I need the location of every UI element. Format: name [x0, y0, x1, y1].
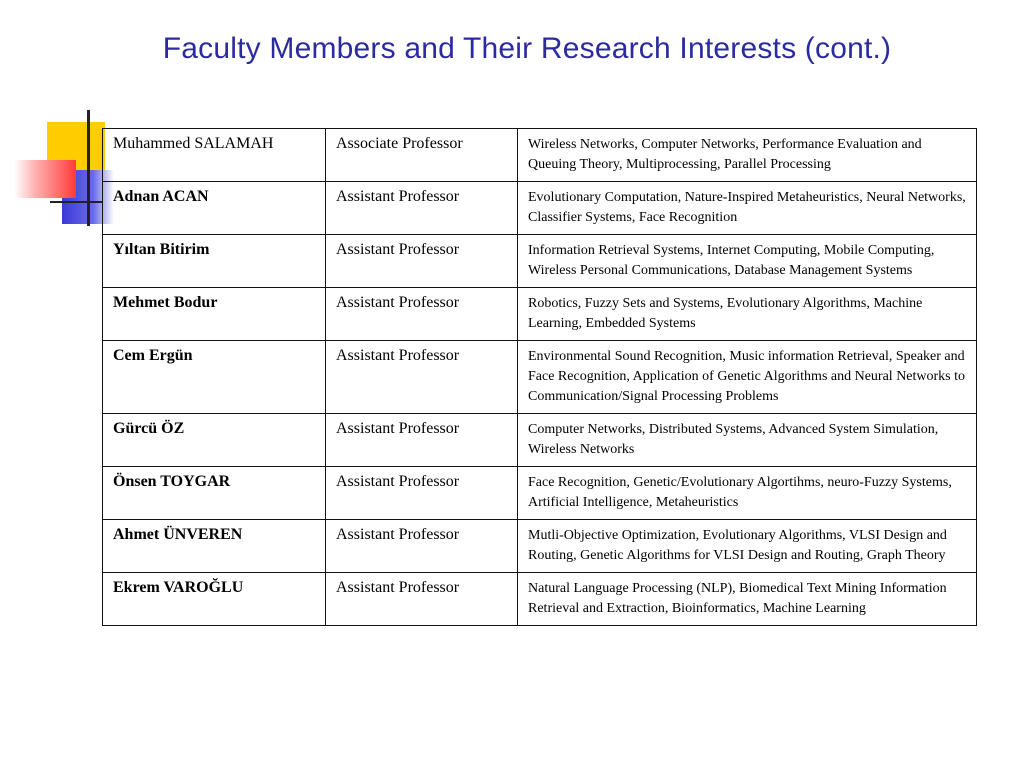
- decorative-red-gradient-bar: [14, 160, 76, 198]
- faculty-position: Assistant Professor: [326, 573, 518, 626]
- faculty-name: Önsen TOYGAR: [103, 467, 326, 520]
- faculty-research-interests: Natural Language Processing (NLP), Biomedical Text Mining Information Retrieval and Extraction, Bioinformatics, Machine Learning: [518, 573, 977, 626]
- faculty-name: Yıltan Bitirim: [103, 235, 326, 288]
- decorative-vertical-line: [87, 110, 90, 226]
- faculty-position: Assistant Professor: [326, 520, 518, 573]
- faculty-research-interests: Wireless Networks, Computer Networks, Performance Evaluation and Queuing Theory, Multiprocessing, Parallel Processing: [518, 129, 977, 182]
- faculty-position: Assistant Professor: [326, 341, 518, 414]
- table-row: [103, 182, 977, 235]
- faculty-position: Assistant Professor: [326, 288, 518, 341]
- faculty-table: [102, 128, 977, 626]
- faculty-position: Assistant Professor: [326, 414, 518, 467]
- table-row: [103, 235, 977, 288]
- table-row: [103, 467, 977, 520]
- faculty-name: Muhammed SALAMAH: [103, 129, 326, 182]
- decorative-horizontal-line: [50, 201, 102, 203]
- faculty-research-interests: Information Retrieval Systems, Internet Computing, Mobile Computing, Wireless Personal Communications, Database Management Systems: [518, 235, 977, 288]
- faculty-position: Assistant Professor: [326, 235, 518, 288]
- faculty-name: Gürcü ÖZ: [103, 414, 326, 467]
- faculty-position: Assistant Professor: [326, 467, 518, 520]
- faculty-position: Associate Professor: [326, 129, 518, 182]
- faculty-research-interests: Computer Networks, Distributed Systems, Advanced System Simulation, Wireless Networks: [518, 414, 977, 467]
- faculty-research-interests: Robotics, Fuzzy Sets and Systems, Evolutionary Algorithms, Machine Learning, Embedded Systems: [518, 288, 977, 341]
- faculty-research-interests: Mutli-Objective Optimization, Evolutionary Algorithms, VLSI Design and Routing, Genetic Algorithms for VLSI Design and Routing, Graph Theory: [518, 520, 977, 573]
- table-row: [103, 288, 977, 341]
- faculty-research-interests: Environmental Sound Recognition, Music information Retrieval, Speaker and Face Recognition, Application of Genetic Algorithms and Neural Networks to Communication/Signal Processing Problems: [518, 341, 977, 414]
- faculty-name: Adnan ACAN: [103, 182, 326, 235]
- faculty-name: Cem Ergün: [103, 341, 326, 414]
- faculty-research-interests: Evolutionary Computation, Nature-Inspired Metaheuristics, Neural Networks, Classifier Systems, Face Recognition: [518, 182, 977, 235]
- faculty-research-interests: Face Recognition, Genetic/Evolutionary Algortihms, neuro-Fuzzy Systems, Artificial Intelligence, Metaheuristics: [518, 467, 977, 520]
- slide-title: Faculty Members and Their Research Interests (cont.): [162, 32, 892, 65]
- faculty-table-body: [103, 129, 977, 626]
- table-row: [103, 520, 977, 573]
- table-row: [103, 573, 977, 626]
- table-row: [103, 129, 977, 182]
- table-row: [103, 341, 977, 414]
- faculty-name: Ahmet ÜNVEREN: [103, 520, 326, 573]
- faculty-name: Ekrem VAROĞLU: [103, 573, 326, 626]
- faculty-name: Mehmet Bodur: [103, 288, 326, 341]
- table-row: [103, 414, 977, 467]
- faculty-position: Assistant Professor: [326, 182, 518, 235]
